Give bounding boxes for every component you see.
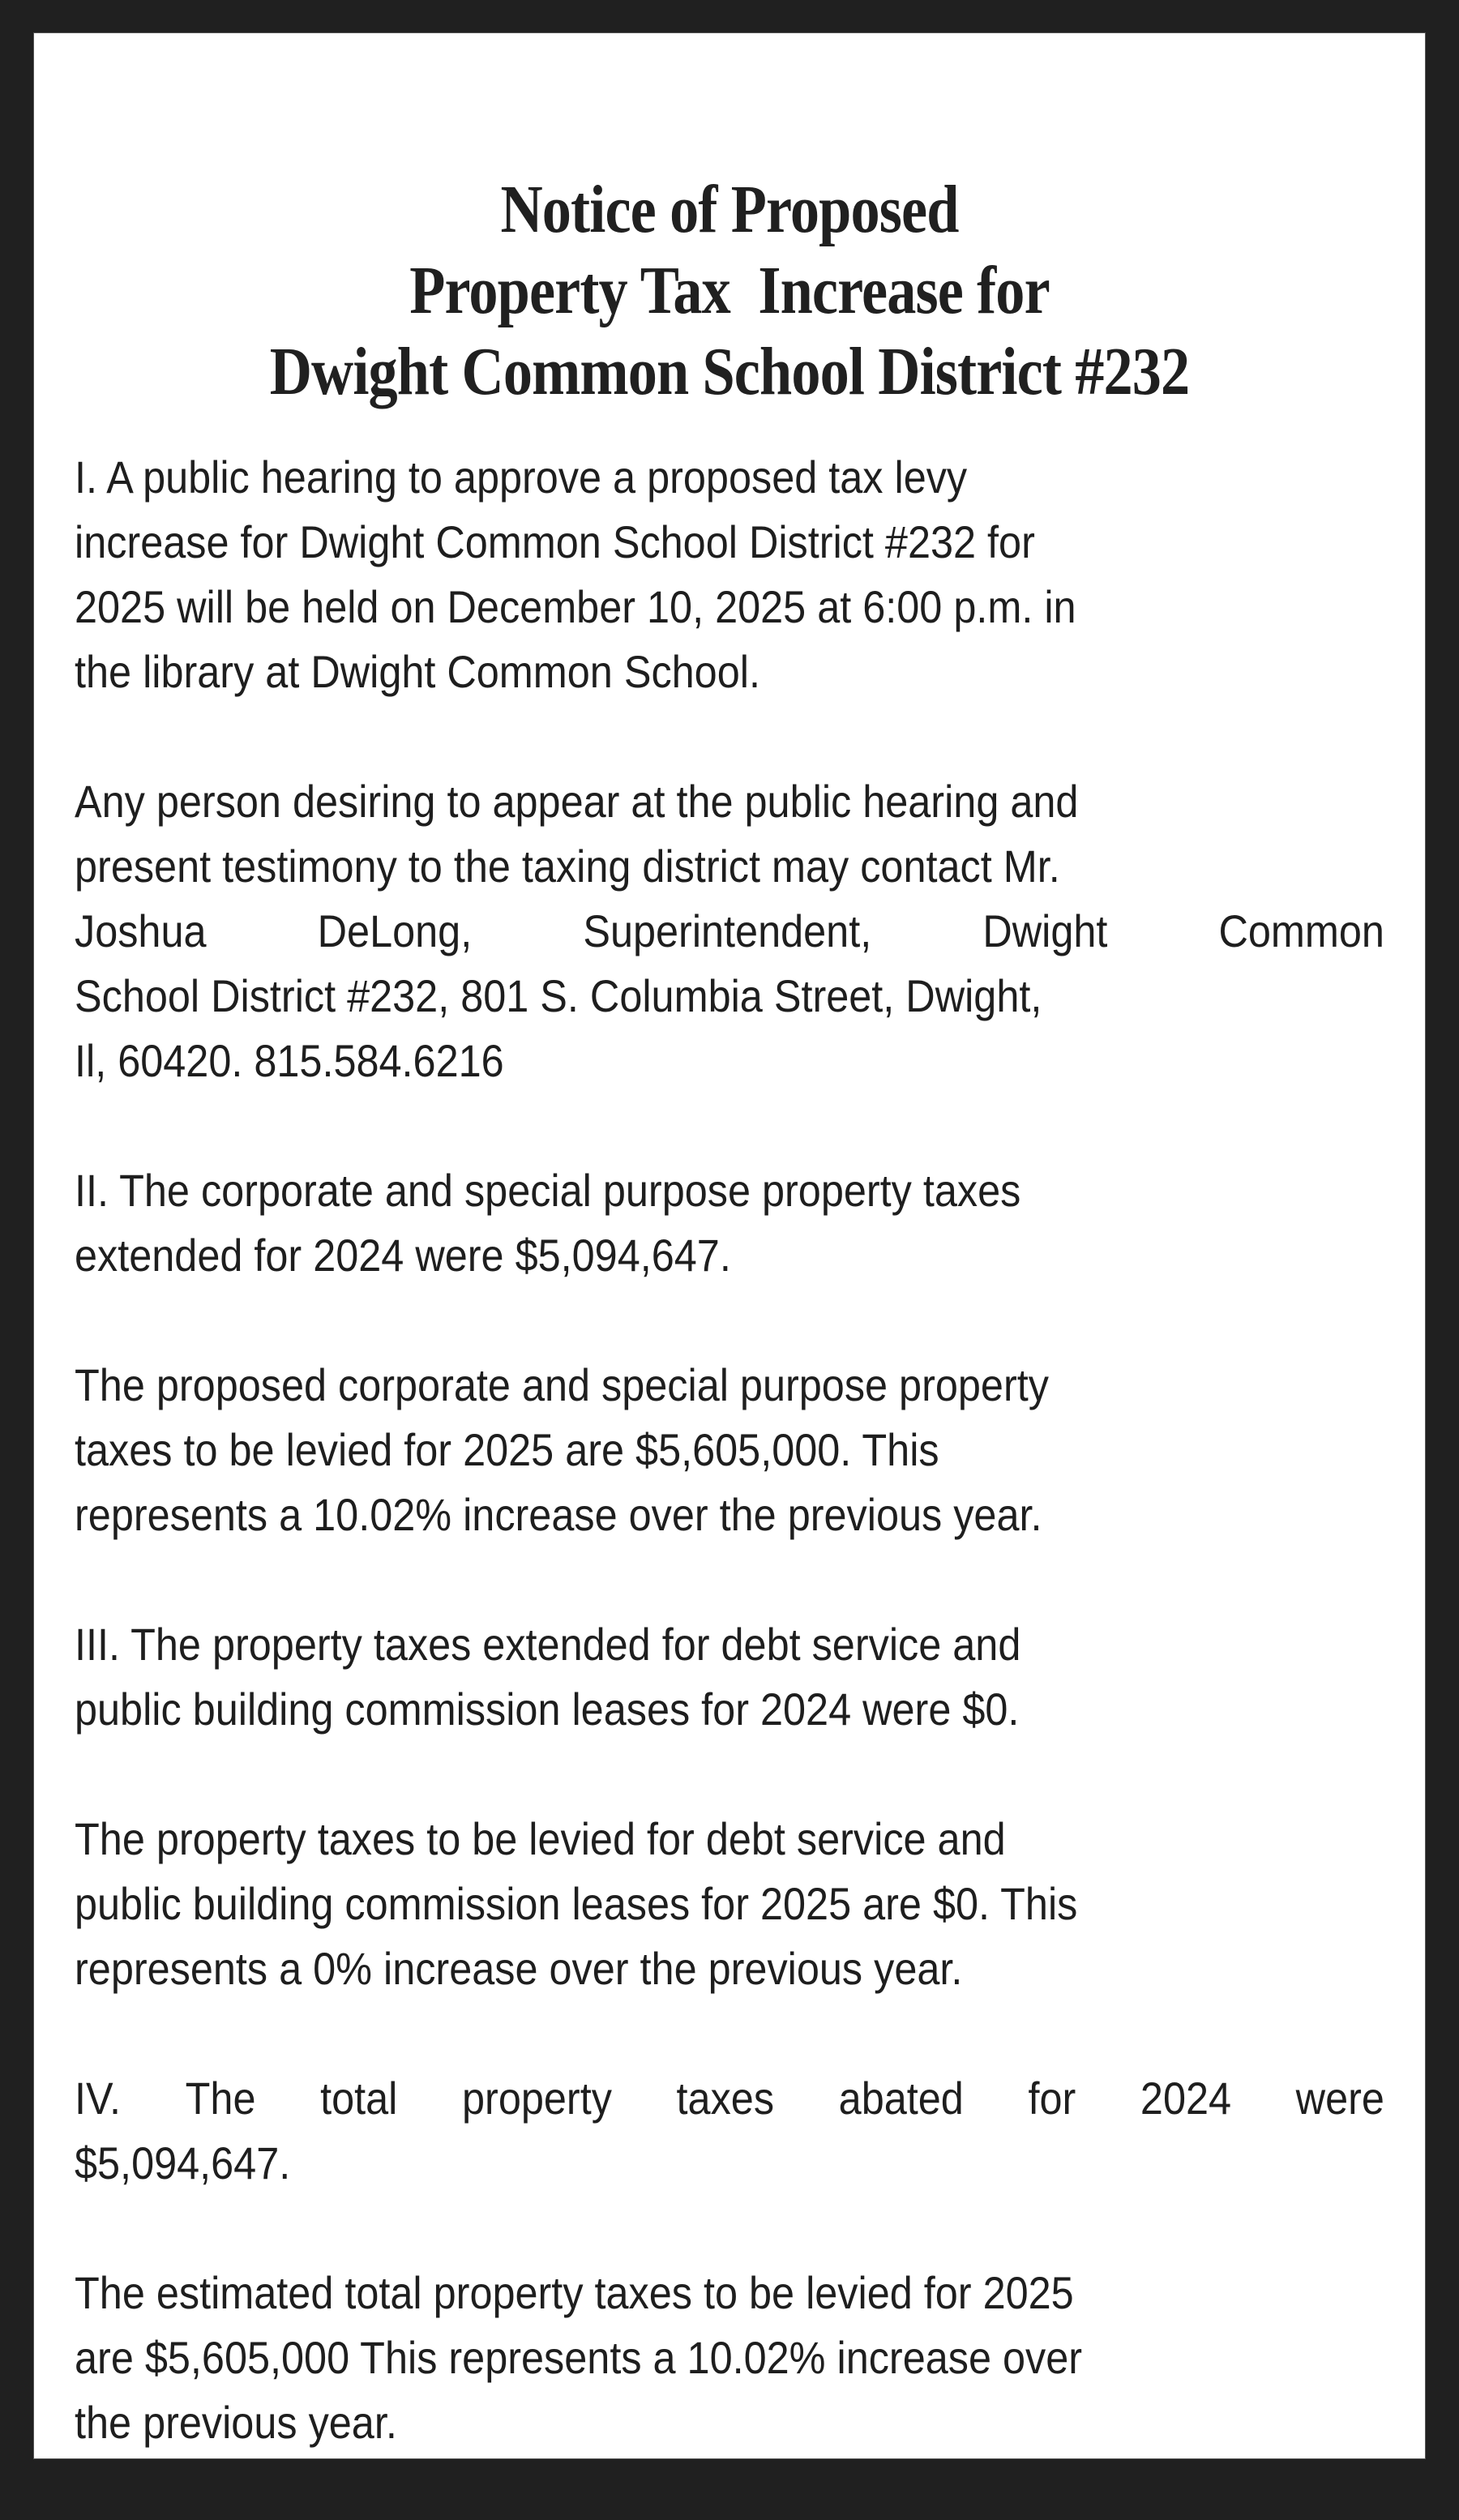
text-line: Any person desiring to appear at the public hearing and bbox=[75, 776, 1079, 827]
word: IV. bbox=[75, 2073, 121, 2124]
section-debt-extended bbox=[75, 1612, 1384, 1742]
word: Superintendent, bbox=[583, 905, 872, 956]
text-line: present testimony to the taxing district may contact Mr. bbox=[75, 841, 1060, 892]
text-line: The estimated total property taxes to be levied for 2025 bbox=[75, 2267, 1074, 2318]
section-corporate-proposed bbox=[75, 1353, 1384, 1547]
notice-body bbox=[75, 445, 1384, 2520]
text-line: The property taxes to be levied for debt service and bbox=[75, 1813, 1006, 1864]
text-line: 2025 will be held on December 10, 2025 at 6:00 p.m. in bbox=[75, 581, 1076, 632]
text-line: increase for Dwight Common School District #232 for bbox=[75, 516, 1035, 567]
text-line: Il, 60420. 815.584.6216 bbox=[75, 1035, 504, 1086]
word: total bbox=[320, 2073, 398, 2124]
text-line: III. The property taxes extended for debt service and bbox=[75, 1619, 1021, 1670]
text-line: I. A public hearing to approve a proposed tax levy bbox=[75, 451, 968, 503]
text-line: The proposed corporate and special purpose property bbox=[75, 1359, 1049, 1410]
text-line-justified bbox=[75, 899, 1384, 964]
title-line: Notice of Proposed bbox=[500, 172, 959, 247]
word: were bbox=[1295, 2073, 1384, 2124]
notice-panel bbox=[34, 33, 1425, 2458]
text-line-justified bbox=[75, 2066, 1384, 2131]
text-line: public building commission leases for 2024 were $0. bbox=[75, 1684, 1020, 1735]
text-line: public building commission leases for 2025 are $0. This bbox=[75, 1878, 1078, 1929]
word: The bbox=[185, 2073, 256, 2124]
text-line: the previous year. bbox=[75, 2397, 397, 2448]
word: taxes bbox=[676, 2073, 775, 2124]
title-line: Property Tax Increase for bbox=[409, 253, 1050, 328]
text-line: represents a 0% increase over the previous year. bbox=[75, 1943, 963, 1994]
section-corporate-extended bbox=[75, 1158, 1384, 1288]
text-line: extended for 2024 were $5,094,647. bbox=[75, 1230, 731, 1281]
word: property bbox=[462, 2073, 612, 2124]
text-line: II. The corporate and special purpose property taxes bbox=[75, 1165, 1021, 1216]
title-line: Dwight Common School District #232 bbox=[269, 334, 1190, 409]
word: abated bbox=[838, 2073, 964, 2124]
text-line: $5,094,647. bbox=[75, 2137, 291, 2188]
section-total-estimated bbox=[75, 2261, 1384, 2455]
word: DeLong, bbox=[317, 905, 473, 956]
section-total-abated bbox=[75, 2066, 1384, 2196]
notice-title bbox=[34, 169, 1425, 413]
text-line: School District #232, 801 S. Columbia Street, Dwight, bbox=[75, 970, 1042, 1021]
text-line: are $5,605,000 This represents a 10.02% increase over bbox=[75, 2332, 1083, 2383]
word: for bbox=[1028, 2073, 1076, 2124]
word: Dwight bbox=[982, 905, 1108, 956]
word: 2024 bbox=[1140, 2073, 1232, 2124]
section-debt-proposed bbox=[75, 1807, 1384, 2001]
word: Joshua bbox=[75, 905, 207, 956]
text-line: taxes to be levied for 2025 are $5,605,000. This bbox=[75, 1424, 939, 1475]
word: Common bbox=[1218, 905, 1384, 956]
section-contact bbox=[75, 769, 1384, 1093]
section-hearing bbox=[75, 445, 1384, 704]
text-line: the library at Dwight Common School. bbox=[75, 646, 760, 697]
text-line: represents a 10.02% increase over the previous year. bbox=[75, 1489, 1042, 1540]
